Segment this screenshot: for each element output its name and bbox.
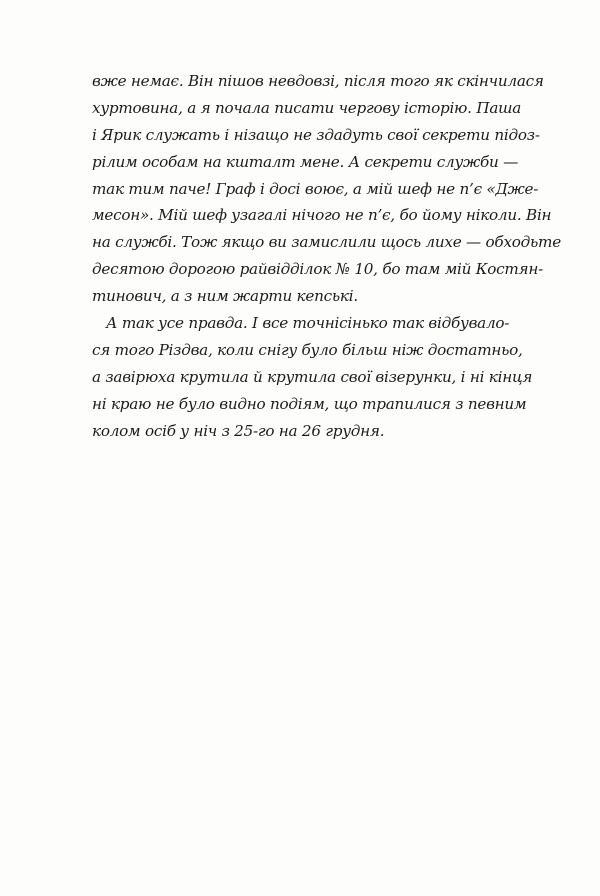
body-text bbox=[92, 68, 561, 444]
text-line: ся того Різдва, коли снігу було більш ніж достатньо, bbox=[92, 340, 523, 359]
text-line: хуртовина, а я почала писати чергову історію. Паша bbox=[92, 98, 522, 117]
text-line: ні краю не було видно подіям, що трапилися з певним bbox=[92, 394, 527, 413]
text-line: а завірюха крутила й крутила свої візерунки, і ні кінця bbox=[92, 367, 533, 386]
paragraph bbox=[92, 310, 533, 444]
text-line: і Ярик служать і нізащо не здадуть свої секрети підоз- bbox=[92, 125, 540, 144]
text-line: десятою дорогою райвідділок № 10, бо там мій Костян- bbox=[92, 260, 543, 279]
text-line: рілим особам на кшталт мене. А секрети служби — bbox=[92, 152, 519, 171]
text-line: месон». Мій шеф узагалі нічого не п’є, бо йому ніколи. Він bbox=[92, 206, 552, 225]
text-line: так тим паче! Граф і досі воює, а мій шеф не п’є «Дже- bbox=[92, 179, 539, 198]
paragraph bbox=[92, 68, 561, 310]
text-line: на службі. Тож якщо ви замислили щось лихе — обходьте bbox=[92, 233, 561, 252]
text-line: тинович, а з ним жарти кепські. bbox=[92, 287, 358, 306]
text-line: вже немає. Він пішов невдовзі, після того як скінчилася bbox=[92, 72, 544, 90]
text-line: А так усе правда. І все точнісінько так відбувало- bbox=[106, 314, 510, 333]
text-line: колом осіб у ніч з 25-го на 26 грудня. bbox=[92, 421, 385, 440]
